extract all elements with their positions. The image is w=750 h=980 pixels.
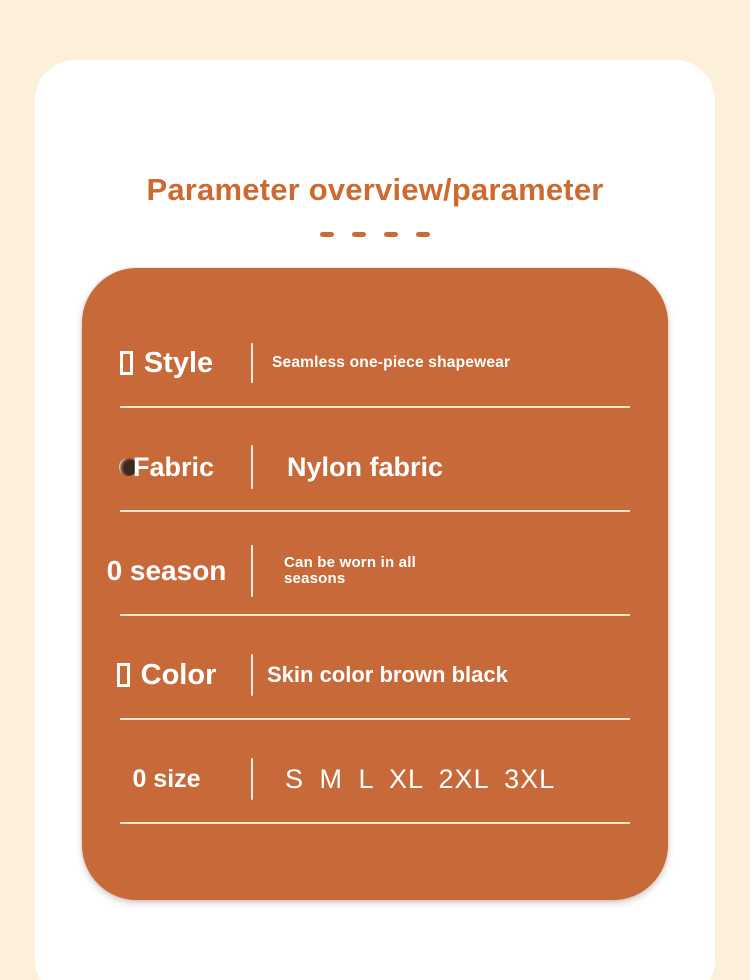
param-label-cell bbox=[82, 555, 251, 587]
content-card bbox=[35, 60, 715, 980]
param-label-cell bbox=[82, 659, 251, 692]
param-label: Color bbox=[140, 658, 217, 691]
param-label: 0 size bbox=[132, 764, 201, 793]
param-row-style bbox=[82, 304, 668, 408]
param-label-cell bbox=[82, 765, 251, 794]
param-row-fabric bbox=[82, 408, 668, 512]
param-value: S M L XL 2XL 3XL bbox=[285, 763, 556, 794]
vertical-divider bbox=[251, 545, 253, 597]
dash-icon bbox=[416, 232, 430, 237]
param-value: Can be worn in all seasons bbox=[284, 554, 416, 587]
vertical-divider bbox=[251, 758, 253, 800]
title-divider-dashes bbox=[35, 232, 715, 237]
vertical-divider bbox=[251, 654, 253, 696]
param-row-color bbox=[82, 616, 668, 720]
dash-icon bbox=[320, 232, 334, 237]
param-row-season bbox=[82, 512, 668, 616]
param-label: Fabric bbox=[132, 451, 215, 482]
page-title: Parameter overview/parameter bbox=[146, 172, 604, 207]
param-value: Nylon fabric bbox=[287, 451, 444, 482]
missing-glyph-box-icon bbox=[120, 351, 133, 375]
vertical-divider bbox=[251, 445, 253, 489]
missing-glyph-box-icon bbox=[117, 663, 130, 687]
param-value: Seamless one-piece shapewear bbox=[272, 354, 511, 371]
param-label: Style bbox=[143, 346, 214, 379]
param-label-cell bbox=[82, 347, 251, 380]
row-underline bbox=[120, 822, 630, 824]
param-value: Skin color brown black bbox=[267, 662, 508, 687]
dash-icon bbox=[352, 232, 366, 237]
param-label: 0 season bbox=[106, 555, 227, 586]
parameter-panel bbox=[82, 268, 668, 900]
vertical-divider bbox=[251, 343, 253, 383]
param-label-cell bbox=[82, 452, 251, 483]
param-row-size bbox=[82, 720, 668, 824]
dash-icon bbox=[384, 232, 398, 237]
